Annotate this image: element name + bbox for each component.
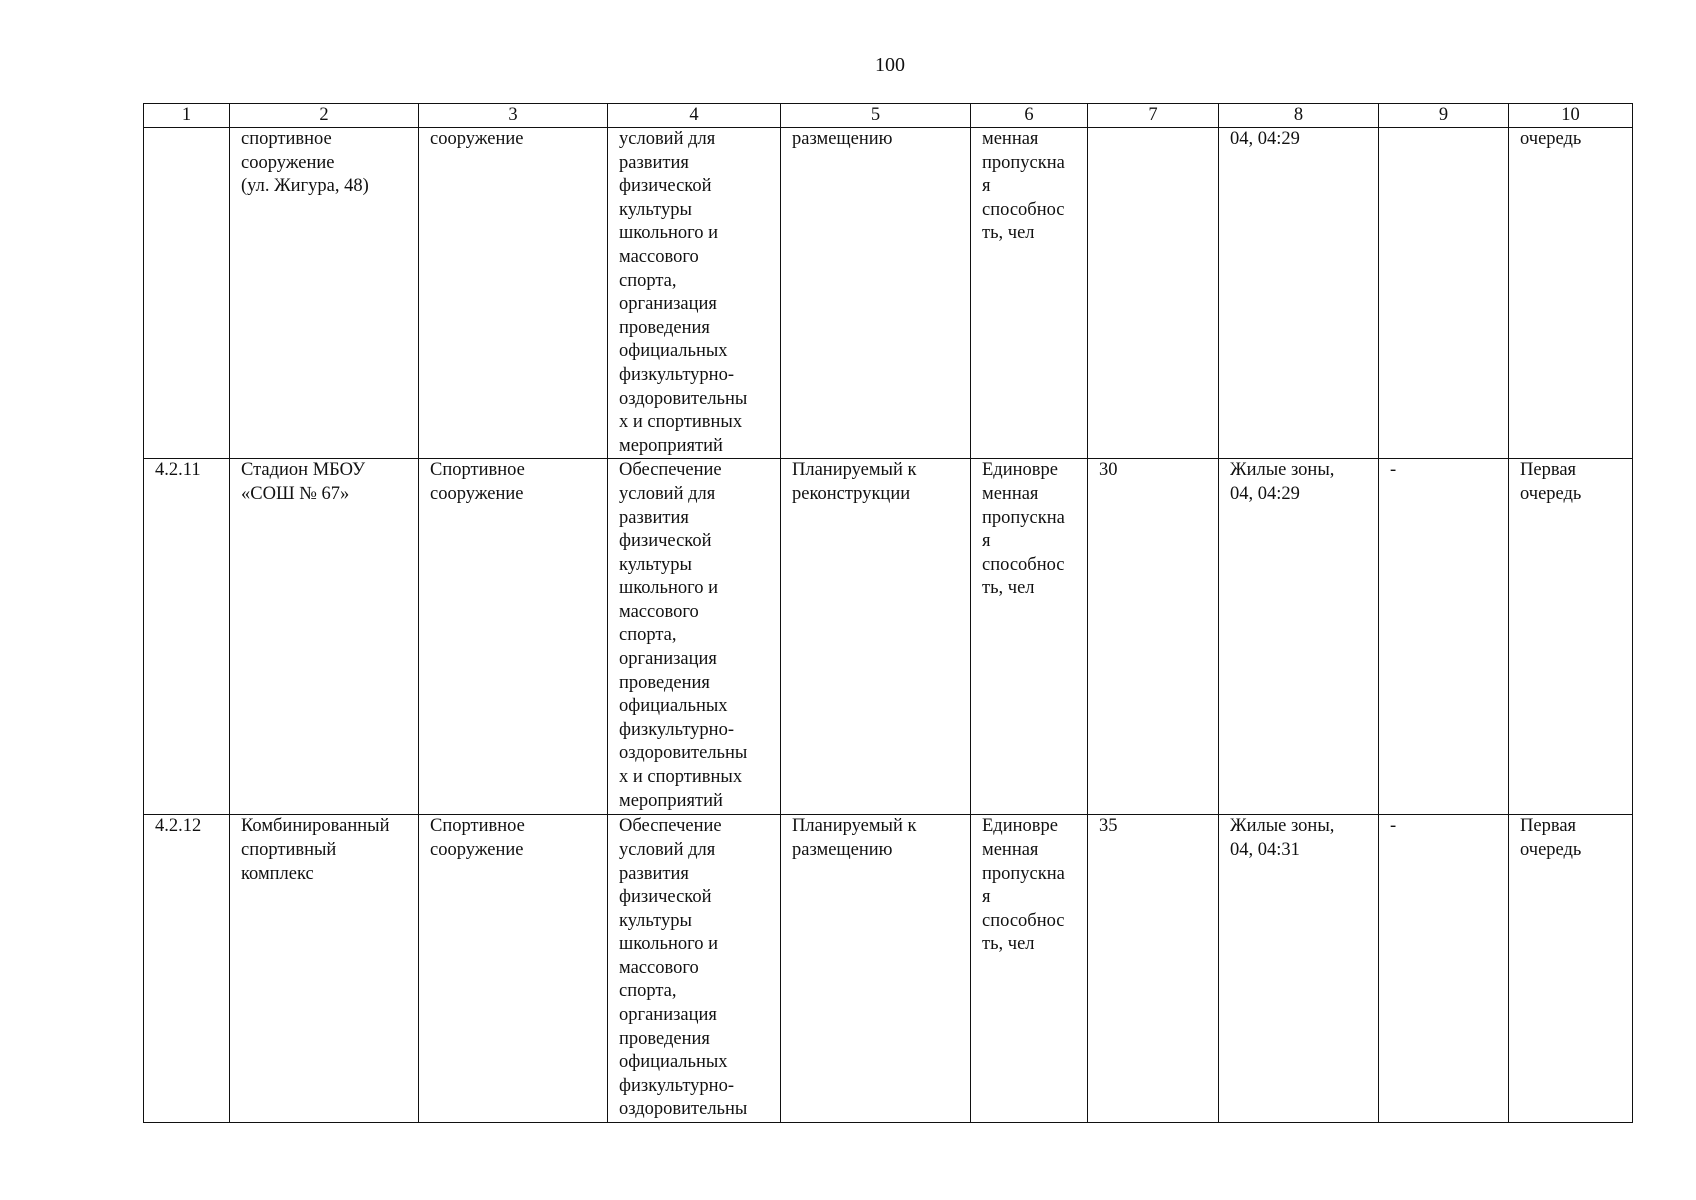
cell-zone: Жилые зоны, 04, 04:31: [1219, 815, 1379, 1123]
cell-zone: 04, 04:29: [1219, 128, 1379, 459]
column-header-10: 10: [1509, 104, 1633, 128]
column-header-4: 4: [608, 104, 781, 128]
cell-number: 4.2.12: [144, 815, 230, 1123]
page-number: 100: [875, 54, 905, 76]
cell-type: Спортивное сооружение: [419, 815, 608, 1123]
cell-name: Стадион МБОУ «СОШ № 67»: [230, 459, 419, 815]
cell-value: 30: [1088, 459, 1219, 815]
data-table: [143, 103, 1633, 1123]
cell-col9: [1379, 128, 1509, 459]
cell-purpose: Обеспечение условий для развития физической культуры школьного и массового спорта, организация проведения официальных физкультурно- оздоровительны х и спортивных мероприятий: [608, 459, 781, 815]
cell-name: спортивное сооружение (ул. Жигура, 48): [230, 128, 419, 459]
cell-col9: -: [1379, 459, 1509, 815]
cell-name: Комбинированный спортивный комплекс: [230, 815, 419, 1123]
cell-number: 4.2.11: [144, 459, 230, 815]
cell-type: Спортивное сооружение: [419, 459, 608, 815]
column-header-9: 9: [1379, 104, 1509, 128]
column-header-5: 5: [781, 104, 971, 128]
column-header-1: 1: [144, 104, 230, 128]
table-row: [144, 459, 1633, 815]
table-row: [144, 815, 1633, 1123]
cell-phase: Первая очередь: [1509, 815, 1633, 1123]
cell-characteristic: Единовре менная пропускна я способнос ть, чел: [971, 815, 1088, 1123]
cell-purpose: Обеспечение условий для развития физической культуры школьного и массового спорта, организация проведения официальных физкультурно- оздоровительны: [608, 815, 781, 1123]
column-header-6: 6: [971, 104, 1088, 128]
column-header-7: 7: [1088, 104, 1219, 128]
cell-value: 35: [1088, 815, 1219, 1123]
cell-phase: очередь: [1509, 128, 1633, 459]
cell-status: Планируемый к реконструкции: [781, 459, 971, 815]
cell-value: [1088, 128, 1219, 459]
cell-characteristic: менная пропускна я способнос ть, чел: [971, 128, 1088, 459]
cell-number: [144, 128, 230, 459]
cell-purpose: условий для развития физической культуры школьного и массового спорта, организация проведения официальных физкультурно- оздоровительны х и спортивных мероприятий: [608, 128, 781, 459]
cell-phase: Первая очередь: [1509, 459, 1633, 815]
cell-zone: Жилые зоны, 04, 04:29: [1219, 459, 1379, 815]
column-header-2: 2: [230, 104, 419, 128]
cell-col9: -: [1379, 815, 1509, 1123]
header-row: [144, 104, 1633, 128]
cell-type: сооружение: [419, 128, 608, 459]
cell-status: Планируемый к размещению: [781, 815, 971, 1123]
cell-characteristic: Единовре менная пропускна я способнос ть, чел: [971, 459, 1088, 815]
table-row: [144, 128, 1633, 459]
column-header-8: 8: [1219, 104, 1379, 128]
column-header-3: 3: [419, 104, 608, 128]
cell-status: размещению: [781, 128, 971, 459]
